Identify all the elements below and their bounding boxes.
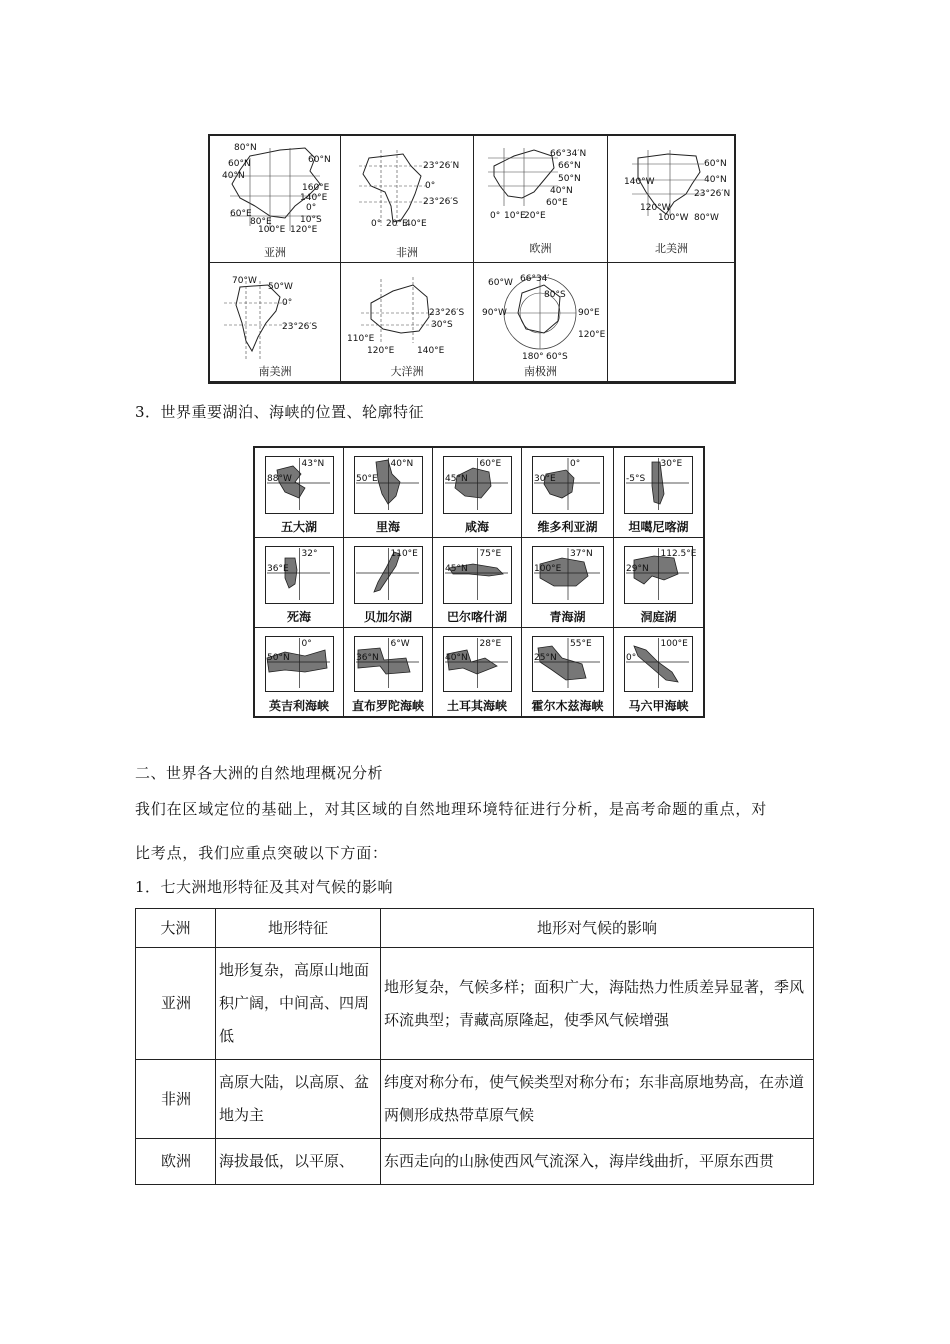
lake-coordinate-label: 110°E xyxy=(390,549,418,559)
lake-cell xyxy=(614,628,703,716)
lake-caption: 直布罗陀海峡 xyxy=(351,699,424,713)
lake-caption: 青海湖 xyxy=(549,610,586,624)
table-header-row xyxy=(136,909,814,948)
lake-coordinate-label: 0° xyxy=(570,459,581,469)
lake-coordinate-label: 60°E xyxy=(479,459,502,469)
table-row xyxy=(136,1139,814,1185)
lake-cell xyxy=(522,628,614,716)
cell-influence: 东西走向的山脉使西风气流深入，海岸线曲折，平原东西贯 xyxy=(381,1139,814,1185)
lake-coordinate-label: 112.5°E xyxy=(660,549,697,559)
lake-map xyxy=(433,448,522,518)
lake-coordinate-label: 32° xyxy=(301,549,318,559)
svg-text:140°W: 140°W xyxy=(624,177,655,187)
lake-cell xyxy=(433,628,522,716)
lake-coordinate-label: 45°N xyxy=(445,474,468,484)
svg-text:100°W: 100°W xyxy=(658,213,689,223)
svg-text:66°N: 66°N xyxy=(558,161,581,171)
svg-text:40°E: 40°E xyxy=(405,219,427,229)
lake-map xyxy=(255,628,344,696)
header-terrain: 地形特征 xyxy=(216,909,381,948)
lake-caption: 霍尔木兹海峡 xyxy=(531,699,604,713)
svg-text:50°W: 50°W xyxy=(268,282,293,292)
lake-caption: 巴尔喀什湖 xyxy=(446,610,507,624)
lake-map xyxy=(614,628,703,696)
svg-text:0°: 0° xyxy=(306,203,317,213)
svg-text:23°26′S: 23°26′S xyxy=(423,197,459,207)
lake-map xyxy=(522,448,614,518)
svg-text:23°26′N: 23°26′N xyxy=(694,189,731,199)
svg-text:10°S: 10°S xyxy=(300,215,322,225)
lake-cell xyxy=(614,538,703,628)
lake-map xyxy=(255,448,344,518)
lake-caption: 里海 xyxy=(375,520,400,534)
lake-map xyxy=(522,628,614,696)
svg-text:40°N: 40°N xyxy=(222,171,245,181)
svg-text:120°E: 120°E xyxy=(367,346,395,356)
lake-cell xyxy=(614,448,703,538)
cell-continent: 亚洲 xyxy=(136,948,216,1060)
svg-text:140°E: 140°E xyxy=(300,193,328,203)
svg-text:0°: 0° xyxy=(490,211,501,221)
lake-coordinate-label: 55°E xyxy=(570,639,592,649)
svg-text:80°S: 80°S xyxy=(544,290,566,300)
svg-text:80°E: 80°E xyxy=(250,217,272,227)
lake-cell xyxy=(255,448,344,538)
lake-map xyxy=(433,538,522,608)
svg-text:0°: 0° xyxy=(282,298,293,308)
svg-text:100°E: 100°E xyxy=(258,225,286,235)
cell-influence: 地形复杂，气候多样；面积广大，海陆热力性质差异显著，季风环流典型；青藏高原隆起，使季风气候增强 xyxy=(381,948,814,1060)
lake-coordinate-label: 100°E xyxy=(534,564,562,574)
lake-coordinate-label: 88°W xyxy=(267,474,292,484)
svg-text:40°N: 40°N xyxy=(704,175,727,185)
lake-coordinate-label: 29°N xyxy=(626,564,649,574)
lake-caption: 五大湖 xyxy=(280,520,317,534)
lake-map xyxy=(614,448,703,518)
svg-text:0°: 0° xyxy=(371,219,382,229)
lake-cell xyxy=(344,628,433,716)
europe-caption: 欧洲 xyxy=(529,242,552,255)
lake-caption: 坦噶尼喀湖 xyxy=(628,520,689,534)
continent-cell-north-america xyxy=(608,136,736,263)
lake-cell xyxy=(255,628,344,716)
svg-text:23°26′S: 23°26′S xyxy=(282,322,318,332)
svg-text:60°E: 60°E xyxy=(230,209,252,219)
asia-label: 80°N xyxy=(234,143,257,153)
lake-map xyxy=(614,538,703,608)
lake-caption: 贝加尔湖 xyxy=(363,610,412,624)
lake-cell xyxy=(522,448,614,538)
header-influence: 地形对气候的影响 xyxy=(381,909,814,948)
cell-terrain: 海拔最低，以平原、 xyxy=(216,1139,381,1185)
lake-cell xyxy=(433,538,522,628)
lake-cell xyxy=(344,538,433,628)
svg-text:120°E: 120°E xyxy=(578,330,606,340)
lake-map xyxy=(255,538,344,608)
svg-text:90°W: 90°W xyxy=(482,308,507,318)
lake-coordinate-label: 30°E xyxy=(534,474,556,484)
svg-text:50°N: 50°N xyxy=(558,174,581,184)
antarctica-caption: 南极洲 xyxy=(524,365,557,378)
lake-strait-map-grid xyxy=(253,446,705,718)
svg-text:30°S: 30°S xyxy=(431,320,453,330)
north-america-caption: 北美洲 xyxy=(655,242,688,255)
lake-caption: 土耳其海峡 xyxy=(446,699,507,713)
lake-cell xyxy=(433,448,522,538)
continent-cell-oceania xyxy=(341,263,474,382)
cell-continent: 欧洲 xyxy=(136,1139,216,1185)
svg-text:120°W: 120°W xyxy=(640,203,671,213)
lake-coordinate-label: 43°N xyxy=(301,459,325,469)
lake-cell xyxy=(522,538,614,628)
lake-caption: 咸海 xyxy=(464,520,489,534)
lake-coordinate-label: 40°N xyxy=(390,459,414,469)
africa-caption: 非洲 xyxy=(396,246,418,259)
lake-caption: 洞庭湖 xyxy=(640,610,677,624)
lake-coordinate-label: 50°N xyxy=(267,653,290,663)
asia-caption: 亚洲 xyxy=(264,246,286,259)
lake-coordinate-label: 40°N xyxy=(445,653,468,663)
lake-caption: 死海 xyxy=(286,610,311,624)
lake-map xyxy=(433,628,522,696)
lake-cell xyxy=(255,538,344,628)
continent-cell-south-america xyxy=(210,263,341,382)
lake-coordinate-label: 37°N xyxy=(570,549,593,559)
continent-map-grid xyxy=(208,134,736,384)
lake-coordinate-label: 28°E xyxy=(479,639,502,649)
svg-text:66°34′N: 66°34′N xyxy=(550,149,587,159)
cell-terrain: 高原大陆，以高原、盆地为主 xyxy=(216,1060,381,1139)
continent-cell-europe xyxy=(474,136,608,263)
header-continent: 大洲 xyxy=(136,909,216,948)
lake-coordinate-label: 30°E xyxy=(660,459,683,469)
lake-coordinate-label: 75°E xyxy=(479,549,502,559)
table-row xyxy=(136,948,814,1060)
svg-text:60°W: 60°W xyxy=(488,278,513,288)
cell-continent: 非洲 xyxy=(136,1060,216,1139)
lake-coordinate-label: 100°E xyxy=(660,639,688,649)
cell-terrain: 地形复杂，高原山地面积广阔，中间高、四周低 xyxy=(216,948,381,1060)
lake-caption: 维多利亚湖 xyxy=(537,520,598,534)
svg-text:140°E: 140°E xyxy=(417,346,445,356)
svg-text:23°26′S: 23°26′S xyxy=(429,308,465,318)
svg-text:10°E: 10°E xyxy=(504,211,526,221)
lake-shape xyxy=(634,646,678,682)
lake-coordinate-label: 50°E xyxy=(356,474,378,484)
svg-text:20°E: 20°E xyxy=(524,211,546,221)
lake-map xyxy=(522,538,614,608)
continent-cell-africa xyxy=(341,136,474,263)
svg-text:60°E: 60°E xyxy=(546,198,568,208)
svg-text:40°N: 40°N xyxy=(550,186,573,196)
svg-text:60°N: 60°N xyxy=(228,159,251,169)
svg-text:60°N: 60°N xyxy=(704,159,727,169)
svg-text:80°W: 80°W xyxy=(694,213,719,223)
lake-shape xyxy=(538,646,586,680)
lake-gridline xyxy=(267,548,330,600)
svg-text:66°34′: 66°34′ xyxy=(520,274,550,284)
svg-text:60°N: 60°N xyxy=(308,155,331,165)
lake-coordinate-label: 25°N xyxy=(534,653,557,663)
svg-text:160°E: 160°E xyxy=(302,183,330,193)
svg-text:120°E: 120°E xyxy=(290,225,318,235)
lake-map xyxy=(344,538,433,608)
intro-line-1: 我们在区域定位的基础上，对其区域的自然地理环境特征进行分析，是高考命题的重点，对 xyxy=(135,800,768,818)
table-row xyxy=(136,1060,814,1139)
lake-coordinate-label: 45°N xyxy=(445,564,468,574)
lake-map xyxy=(344,628,433,696)
section3-title: 3．世界重要湖泊、海峡的位置、轮廓特征 xyxy=(135,403,425,421)
svg-text:180°: 180° xyxy=(522,352,544,362)
lake-caption: 马六甲海峡 xyxy=(628,699,689,713)
svg-text:60°S: 60°S xyxy=(546,352,568,362)
lake-coordinate-label: 6°W xyxy=(390,639,410,649)
svg-text:90°E: 90°E xyxy=(578,308,600,318)
oceania-caption: 大洋洲 xyxy=(390,365,424,378)
cell-influence: 纬度对称分布，使气候类型对称分布；东非高原地势高，在赤道两侧形成热带草原气候 xyxy=(381,1060,814,1139)
lake-cell xyxy=(344,448,433,538)
svg-text:0°: 0° xyxy=(425,181,436,191)
svg-text:23°26′N: 23°26′N xyxy=(423,161,460,171)
lake-caption: 英吉利海峡 xyxy=(268,699,329,713)
lake-coordinate-label: 36°N xyxy=(356,653,379,663)
svg-text:70°W: 70°W xyxy=(232,276,257,286)
svg-text:110°E: 110°E xyxy=(347,334,375,344)
terrain-climate-table xyxy=(135,908,814,1185)
lake-coordinate-label: -5°S xyxy=(626,474,646,484)
continent-cell-antarctica xyxy=(474,263,608,382)
continent-cell-empty xyxy=(608,263,736,382)
subsection1-title: 1．七大洲地形特征及其对气候的影响 xyxy=(135,878,394,896)
lake-coordinate-label: 36°E xyxy=(267,564,289,574)
south-america-caption: 南美洲 xyxy=(258,365,292,378)
lake-coordinate-label: 0° xyxy=(301,639,312,649)
section-two-title: 二、世界各大洲的自然地理概况分析 xyxy=(135,764,384,782)
continent-cell-asia xyxy=(210,136,341,263)
lake-map xyxy=(344,448,433,518)
svg-text:20°E: 20°E xyxy=(386,219,408,229)
lake-coordinate-label: 0° xyxy=(626,653,637,663)
intro-line-2: 比考点，我们应重点突破以下方面： xyxy=(135,844,388,862)
